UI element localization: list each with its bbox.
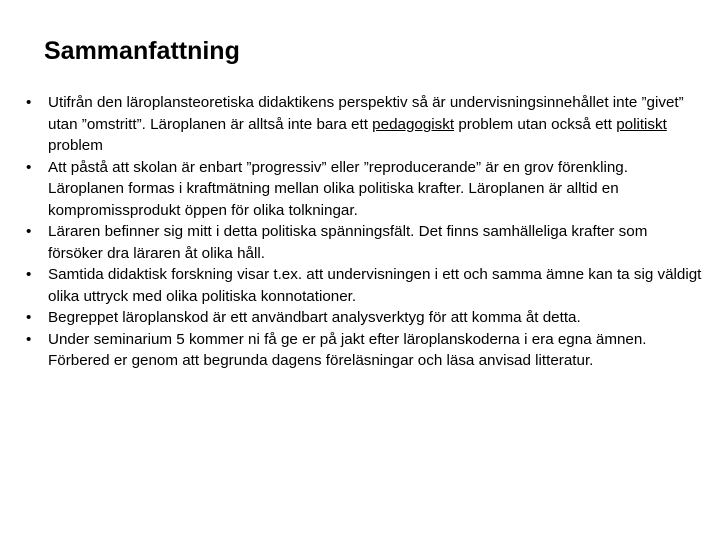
bullet-icon: •	[26, 94, 32, 111]
bullet-text: Samtida didaktisk forskning visar t.ex. att undervisningen i ett och samma ämne kan ta sig väldigt olika uttryck med olika politiska konnotationer.	[48, 266, 702, 305]
bullet-icon: •	[26, 266, 32, 283]
bullet-text: Läraren befinner sig mitt i detta politiska spänningsfält. Det finns samhälleliga krafter som försöker dra läraren åt olika håll.	[48, 223, 648, 262]
bullet-item	[22, 307, 702, 329]
bullet-icon: •	[26, 309, 32, 326]
bullet-icon: •	[26, 158, 32, 176]
bullet-text: Begreppet läroplanskod är ett användbart analysverktyg för att komma åt detta.	[48, 309, 581, 326]
bullet-item	[22, 92, 702, 157]
underlined-term-politiskt: politiskt	[616, 115, 667, 133]
bullet-text: Under seminarium 5 kommer ni få ge er på jakt efter läroplanskoderna i era egna ämnen. Förbered er genom att begrunda dagens föreläsningar och läsa anvisad litteratur.	[48, 330, 647, 369]
bullet-text: problem	[48, 137, 103, 154]
slide-title: Sammanfattning	[44, 37, 240, 65]
bullet-item	[22, 264, 702, 307]
bullet-item	[22, 329, 702, 372]
bullet-icon: •	[26, 223, 32, 240]
bullet-item	[22, 157, 702, 222]
bullet-list	[22, 92, 702, 372]
bullet-icon: •	[26, 330, 32, 348]
bullet-text: problem utan också ett	[454, 115, 617, 133]
underlined-term-pedagogiskt: pedagogiskt	[372, 115, 455, 133]
bullet-item	[22, 221, 702, 264]
bullet-text: Utifrån den läroplansteoretiska didaktikens perspektiv så är undervisningsinnehållet inte ”givet” utan ”omstritt”. Läroplanen är alltså inte bara ett	[48, 94, 684, 133]
bullet-text: Att påstå att skolan är enbart ”progressiv” eller ”reproducerande” är en grov förenkling. Läroplanen formas i kraftmätning mellan olika politiska krafter. Läroplanen är alltid en kompromissprodukt öppen för olika tolkningar.	[48, 158, 628, 219]
